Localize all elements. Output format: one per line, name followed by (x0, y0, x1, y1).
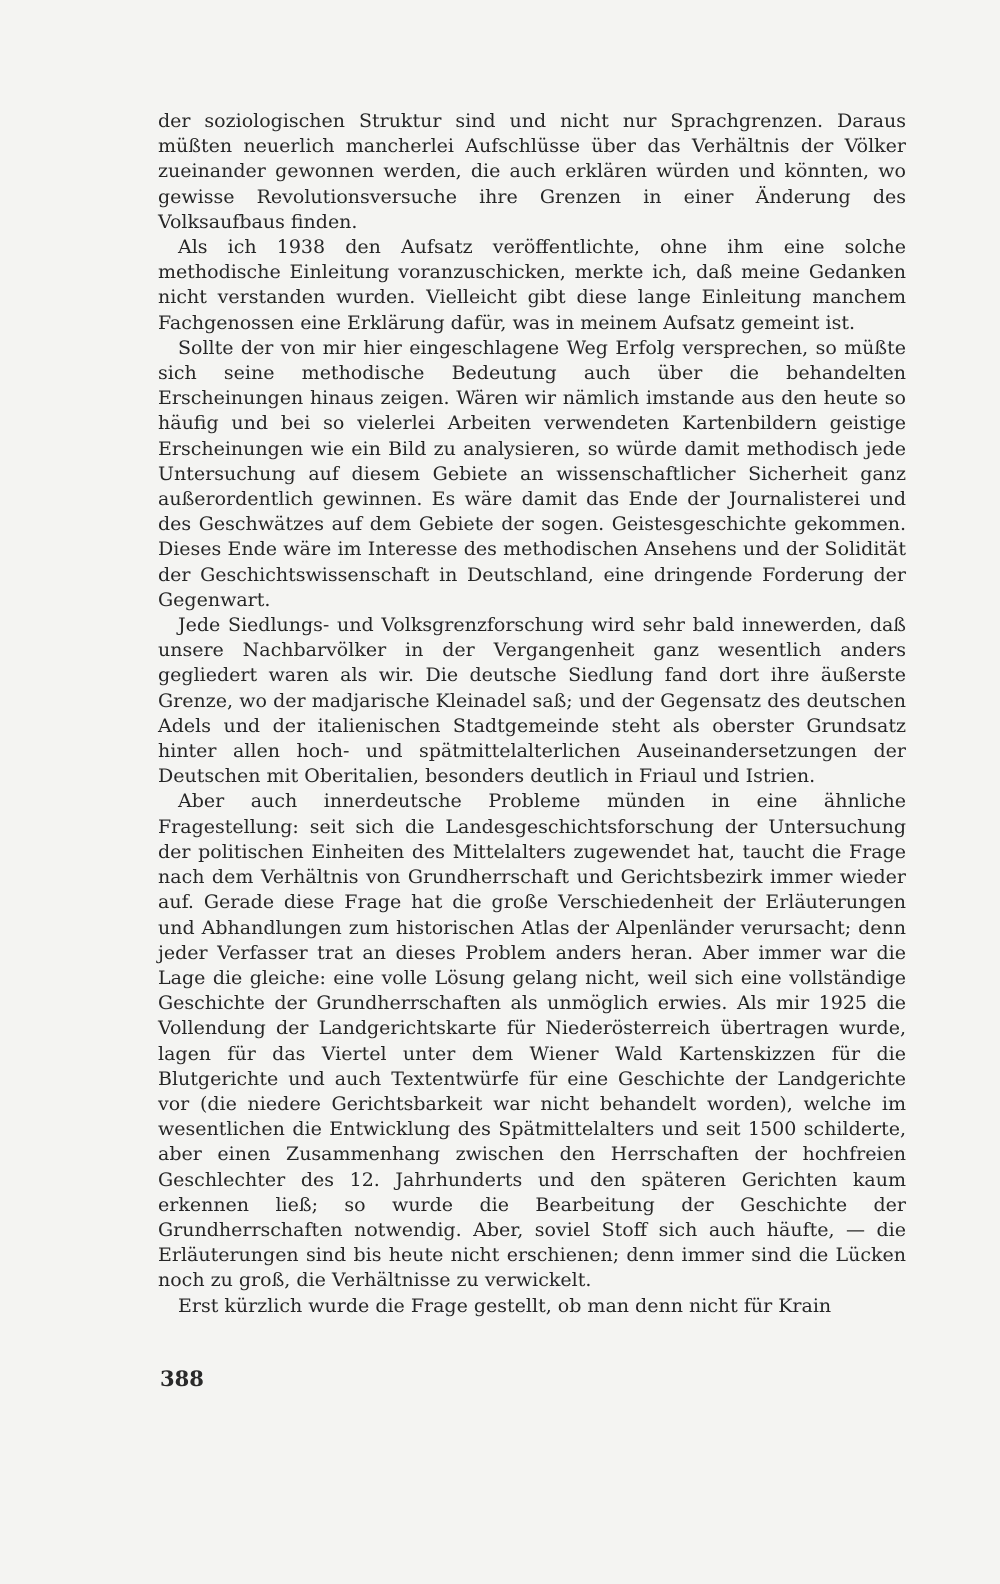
paragraph-3: Sollte der von mir hier eingeschlagene Weg Erfolg versprechen, so müßte sich seine methodische Bedeutung auch über die behandelten Erscheinungen hinaus zeigen. Wären wir nämlich imstande aus den heute so häufig und bei so vielerlei Arbeiten verwendeten Kartenbildern geistige Erscheinungen wie ein Bild zu analysieren, so würde damit methodisch jede Untersuchung auf diesem Gebiete an wissenschaftlicher Sicherheit ganz außerordentlich gewinnen. Es wäre damit das Ende der Journalisterei und des Geschwätzes auf dem Gebiete der sogen. Geistesgeschichte gekommen. Dieses Ende wäre im Interesse des methodischen Ansehens und der Solidität der Geschichtswissenschaft in Deutschland, eine dringende Forderung der Gegenwart. (158, 336, 906, 611)
page-number: 388 (160, 1366, 204, 1391)
paragraph-2: Als ich 1938 den Aufsatz veröffentlichte, ohne ihm eine solche methodische Einleitung voranzuschicken, merkte ich, daß meine Gedanken nicht verstanden wurden. Vielleicht gibt diese lange Einleitung manchem Fachgenossen eine Erklärung dafür, was in meinem Aufsatz gemeint ist. (158, 236, 906, 334)
paragraph-6: Erst kürzlich wurde die Frage gestellt, ob man denn nicht für Krain (178, 1294, 832, 1317)
paragraph-4: Jede Siedlungs- und Volksgrenzforschung wird sehr bald innewerden, daß unsere Nachbarvölker in der Vergangenheit ganz wesentlich anders gegliedert waren als wir. Die deutsche Siedlung fand dort ihre äußerste Grenze, wo der madjarische Kleinadel saß; und der Gegensatz des deutschen Adels und der italienischen Stadtgemeinde steht als oberster Grundsatz hinter allen hoch- und spätmittelalterlichen Auseinandersetzungen der Deutschen mit Oberitalien, besonders deutlich in Friaul und Istrien. (158, 614, 906, 788)
paragraph-1: der soziologischen Struktur sind und nicht nur Sprachgrenzen. Daraus müßten neuerlich mancherlei Aufschlüsse über das Verhältnis der Völker zueinander gewonnen werden, die auch erklären würden und könnten, wo gewisse Revolutionsversuche ihre Grenzen in einer Änderung des Volksaufbaus finden. (158, 110, 906, 233)
paragraph-5: Aber auch innerdeutsche Probleme münden in eine ähnliche Fragestellung: seit sich die Landesgeschichtsforschung der Untersuchung der politischen Einheiten des Mittelalters zugewendet hat, taucht die Frage nach dem Verhältnis von Grundherrschaft und Gerichtsbezirk immer wieder auf. Gerade diese Frage hat die große Verschiedenheit der Erläuterungen und Abhandlungen zum historischen Atlas der Alpenländer verursacht; denn jeder Verfasser trat an dieses Problem anders heran. Aber immer war die Lage die gleiche: eine volle Lösung gelang nicht, weil sich eine vollständige Geschichte der Grundherrschaften als unmöglich erwies. Als mir 1925 die Vollendung der Landgerichtskarte für Niederösterreich übertragen wurde, lagen für das Viertel unter dem Wiener Wald Kartenskizzen für die Blutgerichte und auch Textentwürfe für eine Geschichte der Landgerichte vor (die niedere Gerichtsbarkeit war nicht behandelt worden), welche im wesentlichen die Entwicklung des Spätmittelalters und seit 1500 schilderte, aber einen Zusammenhang zwischen den Herrschaften der hochfreien Geschlechter des 12. Jahrhunderts und den späteren Gerichten kaum erkennen ließ; so wurde die Bearbeitung der Geschichte der Grundherrschaften notwendig. Aber, soviel Stoff sich auch häufte, — die Erläuterungen sind bis heute nicht erschienen; denn immer sind die Lücken noch zu groß, die Verhältnisse zu verwickelt. (158, 790, 906, 1292)
body-text (158, 109, 906, 1319)
